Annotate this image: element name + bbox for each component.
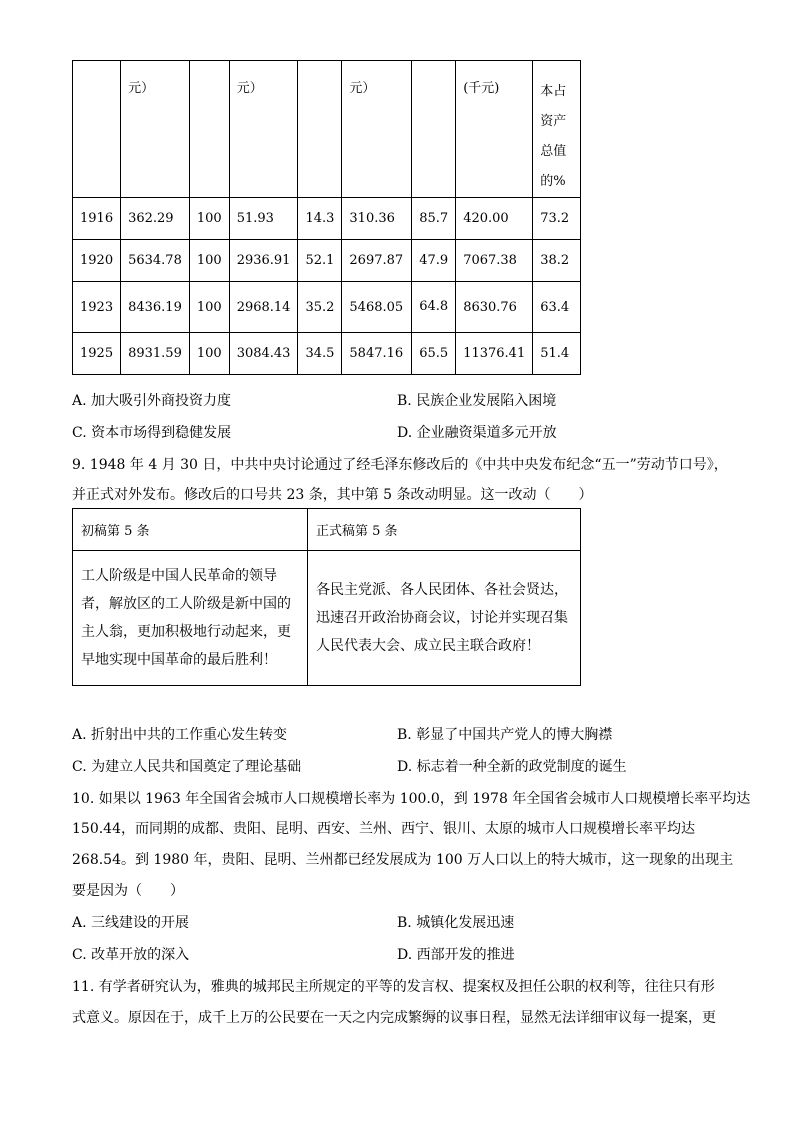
table-cell: 5847.16 <box>342 333 412 375</box>
q8-option-c[interactable]: C. 资本市场得到稳健发展 <box>72 425 232 441</box>
table-cell: 51.4 <box>533 333 581 375</box>
table-cell: 52.1 <box>298 240 342 282</box>
data-table <box>72 60 581 375</box>
q10-stem-line: 150.44，而同期的成都、贵阳、昆明、西安、兰州、西宁、银川、太原的城市人口规模增长率平均达 <box>72 821 695 837</box>
table-cell: 100 <box>189 198 229 240</box>
table-cell: 73.2 <box>533 198 581 240</box>
header-cell: 元） <box>121 61 190 198</box>
table-header-row <box>73 61 581 198</box>
header-cell: 本占资产总值的% <box>533 61 581 198</box>
table-cell: 1920 <box>73 240 121 282</box>
q10-option-a[interactable]: A. 三线建设的开展 <box>72 915 190 931</box>
header-cell <box>189 61 229 198</box>
table-cell: 2697.87 <box>342 240 412 282</box>
q10-option-b[interactable]: B. 城镇化发展迅速 <box>397 915 515 931</box>
table-cell: 420.00 <box>456 198 533 240</box>
table-cell: 各民主党派、各人民团体、各社会贤达，迅速召开政治协商会议，讨论并实现召集人民代表大会、成立民主联合政府！ <box>308 551 581 686</box>
header-cell: 元） <box>342 61 412 198</box>
q9-option-c[interactable]: C. 为建立人民共和国奠定了理论基础 <box>72 759 302 775</box>
q10-stem-line: 10. 如果以 1963 年全国省会城市人口规模增长率为 100.0，到 1978 年全国省会城市人口规模增长率平均达 <box>72 791 751 807</box>
q9-comparison-table <box>72 508 581 686</box>
table-cell: 1925 <box>73 333 121 375</box>
table-cell: 63.4 <box>533 282 581 333</box>
table-cell: 7067.38 <box>456 240 533 282</box>
table-cell: 3084.43 <box>229 333 298 375</box>
table-cell: 8436.19 <box>121 282 190 333</box>
q11-stem-line: 11. 有学者研究认为，雅典的城邦民主所规定的平等的发言权、提案权及担任公职的权利等，往往只有形 <box>72 979 715 995</box>
table-cell: 100 <box>189 282 229 333</box>
header-cell <box>412 61 456 198</box>
table-cell: 5468.05 <box>342 282 412 333</box>
table-cell: 34.5 <box>298 333 342 375</box>
table-header-row <box>73 509 581 551</box>
q10-option-c[interactable]: C. 改革开放的深入 <box>72 947 190 963</box>
header-cell: 初稿第 5 条 <box>73 509 308 551</box>
table-cell: 2968.14 <box>229 282 298 333</box>
table-cell: 8630.76 <box>456 282 533 333</box>
header-cell: (千元) <box>456 61 533 198</box>
q11-stem-line: 式意义。原因在于，成千上万的公民要在一天之内完成繁缛的议事日程，显然无法详细审议每一提案，更 <box>72 1010 716 1026</box>
table-cell: 362.29 <box>121 198 190 240</box>
table-cell: 14.3 <box>298 198 342 240</box>
table-cell: 65.5 <box>412 333 456 375</box>
header-cell <box>298 61 342 198</box>
table-row <box>73 282 581 333</box>
table-cell: 310.36 <box>342 198 412 240</box>
table-cell: 51.93 <box>229 198 298 240</box>
q8-option-b[interactable]: B. 民族企业发展陷入困境 <box>397 393 557 409</box>
table-cell: 1916 <box>73 198 121 240</box>
table-cell: 38.2 <box>533 240 581 282</box>
table-cell: 85.7 <box>412 198 456 240</box>
table-row <box>73 240 581 282</box>
q10-option-d[interactable]: D. 西部开发的推进 <box>397 947 515 963</box>
table-cell: 工人阶级是中国人民革命的领导者，解放区的工人阶级是新中国的主人翁，更加积极地行动起来，更早地实现中国革命的最后胜利！ <box>73 551 308 686</box>
q9-stem-line: 9. 1948 年 4 月 30 日，中共中央讨论通过了经毛泽东修改后的《中共中央发布纪念“五一”劳动节口号》， <box>72 457 728 473</box>
table-cell: 8931.59 <box>121 333 190 375</box>
table-cell: 100 <box>189 333 229 375</box>
table-cell: 2936.91 <box>229 240 298 282</box>
table-cell: 11376.41 <box>456 333 533 375</box>
q10-stem-line: 要是因为（ ） <box>72 883 184 899</box>
table-cell: 64.8 <box>412 282 456 333</box>
q8-option-a[interactable]: A. 加大吸引外商投资力度 <box>72 393 232 409</box>
table-cell: 35.2 <box>298 282 342 333</box>
q9-stem-line: 并正式对外发布。修改后的口号共 23 条，其中第 5 条改动明显。这一改动（ ） <box>72 487 593 503</box>
header-cell: 元） <box>229 61 298 198</box>
table-row <box>73 551 581 686</box>
table-cell: 5634.78 <box>121 240 190 282</box>
table-cell: 100 <box>189 240 229 282</box>
table-row <box>73 198 581 240</box>
header-cell: 正式稿第 5 条 <box>308 509 581 551</box>
header-cell <box>73 61 121 198</box>
q10-stem-line: 268.54。到 1980 年，贵阳、昆明、兰州都已经发展成为 100 万人口以上的特大城市，这一现象的出现主 <box>72 852 734 868</box>
table-cell: 1923 <box>73 282 121 333</box>
q9-option-a[interactable]: A. 折射出中共的工作重心发生转变 <box>72 727 288 743</box>
q8-option-d[interactable]: D. 企业融资渠道多元开放 <box>397 425 557 441</box>
q9-option-b[interactable]: B. 彰显了中国共产党人的博大胸襟 <box>397 727 613 743</box>
table-row <box>73 333 581 375</box>
q9-option-d[interactable]: D. 标志着一种全新的政党制度的诞生 <box>397 759 627 775</box>
table-cell: 47.9 <box>412 240 456 282</box>
